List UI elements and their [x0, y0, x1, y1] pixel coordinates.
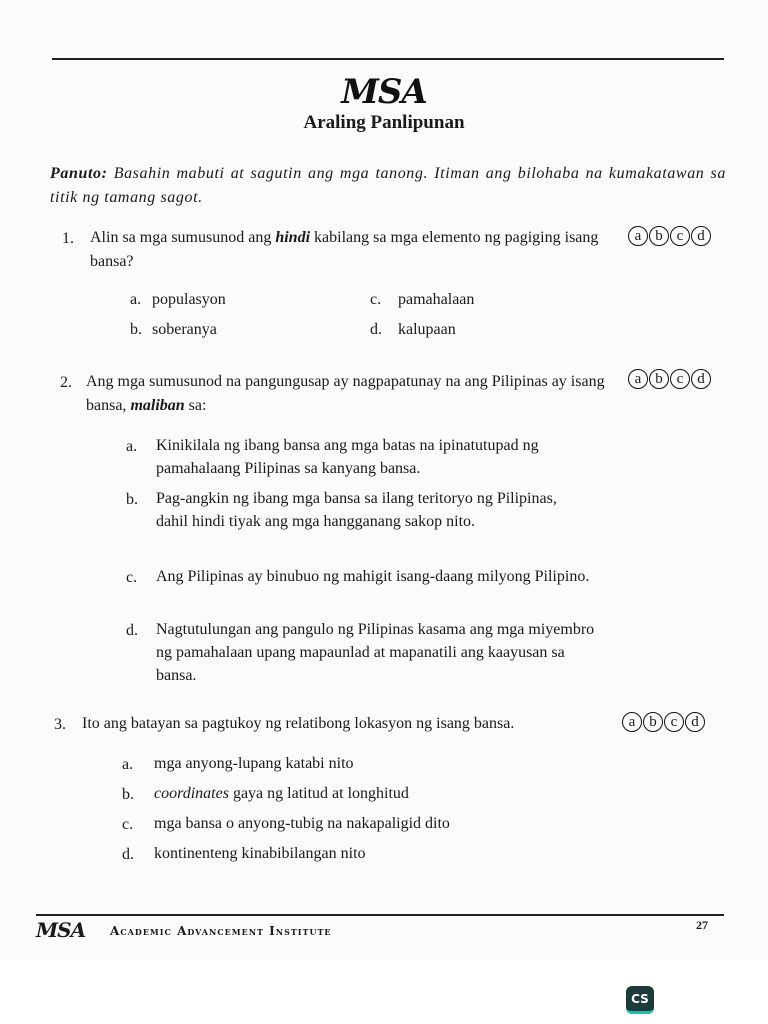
option-text: kalupaan [398, 321, 456, 338]
bubble-c[interactable]: c [670, 369, 690, 389]
top-divider [52, 58, 724, 60]
question-3-number: 3. [54, 716, 66, 733]
option-letter: d. [370, 321, 382, 338]
question-1-text [90, 226, 600, 274]
camscanner-badge-icon: CS [626, 986, 654, 1014]
question-2-text-part: Ang mga sumusunod na pangungusap ay nagpapatunay na ang Pilipinas ay isang bansa, [86, 373, 605, 414]
bubble-b[interactable]: b [649, 226, 669, 246]
question-1-text-part: kabilang sa mga elemento ng pagiging isang bansa? [90, 229, 599, 270]
option-text: populasyon [152, 291, 226, 308]
instructions [50, 162, 726, 210]
instructions-text: Basahin mabuti at sagutin ang mga tanong. Itiman ang bilohaba na kumakatawan sa titik ng tamang sagot. [50, 165, 726, 206]
bubble-c[interactable]: c [670, 226, 690, 246]
option-letter: a. [122, 756, 134, 773]
question-1-answer-bubbles [628, 226, 711, 246]
option-letter: b. [126, 491, 138, 508]
option-text: mga anyong-lupang katabi nito [154, 755, 354, 772]
option-letter: b. [130, 321, 142, 338]
question-2-answer-bubbles [628, 369, 711, 389]
footer-msa-logo: MSA [36, 918, 86, 942]
question-1-text-part: Alin sa mga sumusunod ang [90, 229, 276, 246]
page-number: 27 [696, 918, 708, 932]
bubble-a[interactable]: a [628, 226, 648, 246]
option-text-part: gaya ng latitud at longhitud [228, 785, 409, 802]
bubble-d[interactable]: d [691, 369, 711, 389]
option-letter: a. [130, 291, 142, 308]
bottom-divider [36, 914, 724, 916]
bubble-a[interactable]: a [622, 712, 642, 732]
question-1-emphasis: hindi [275, 229, 311, 246]
option-text [154, 782, 409, 805]
bubble-d[interactable]: d [691, 226, 711, 246]
question-2-text [86, 370, 606, 418]
msa-logo: MSA [341, 72, 427, 112]
option-text: soberanya [152, 321, 217, 338]
question-2-number: 2. [60, 374, 72, 391]
bubble-a[interactable]: a [628, 369, 648, 389]
option-letter: c. [122, 816, 134, 833]
instructions-label: Panuto: [50, 165, 108, 182]
question-3-text: Ito ang batayan sa pagtukoy ng relatibong lokasyon ng isang bansa. [82, 715, 515, 732]
option-letter: d. [126, 622, 138, 639]
option-letter: c. [370, 291, 382, 308]
option-text: Ang Pilipinas ay binubuo ng mahigit isang-daang milyong Pilipino. [156, 568, 590, 585]
bubble-b[interactable]: b [649, 369, 669, 389]
option-text: Nagtutulungan ang pangulo ng Pilipinas kasama ang mga miyembro ng pamahalaan upang mapaunlad at mapanatili ang kaayusan sa bansa. [156, 621, 595, 684]
footer-institute-name: Academic Advancement Institute [110, 924, 332, 938]
bubble-b[interactable]: b [643, 712, 663, 732]
question-1-number: 1. [62, 230, 74, 247]
option-text: Kinikilala ng ibang bansa ang mga batas na ipinatutupad ng pamahalaang Pilipinas sa kanyang bansa. [156, 437, 539, 477]
option-letter: c. [126, 569, 138, 586]
option-emphasis: coordinates [154, 785, 229, 802]
option-text: kontinenteng kinabibilangan nito [154, 845, 366, 862]
option-letter: d. [122, 846, 134, 863]
subject-title: Araling Panlipunan [303, 112, 465, 133]
question-2-emphasis: maliban [130, 397, 185, 414]
option-text: Pag-angkin ng ibang mga bansa sa ilang teritoryo ng Pilipinas, dahil hindi tiyak ang mga hangganang sakop nito. [156, 490, 557, 530]
option-text: pamahalaan [398, 291, 475, 308]
question-3-answer-bubbles [622, 712, 705, 732]
option-letter: b. [122, 786, 134, 803]
option-letter: a. [126, 438, 138, 455]
option-text: mga bansa o anyong-tubig na nakapaligid dito [154, 815, 450, 832]
bubble-d[interactable]: d [685, 712, 705, 732]
bubble-c[interactable]: c [664, 712, 684, 732]
question-2-text-part: sa: [184, 397, 207, 414]
